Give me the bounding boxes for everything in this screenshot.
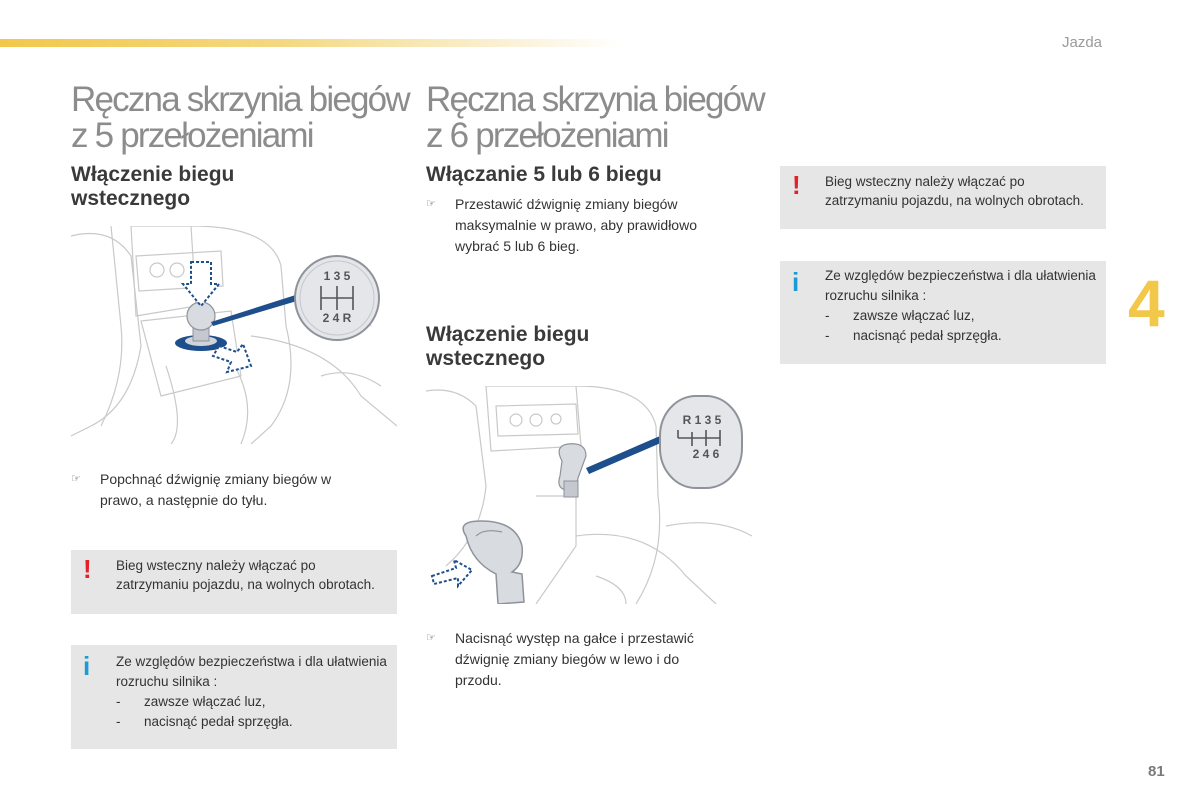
warning-note-5: ! Bieg wsteczny należy włączać po zatrzymaniu pojazdu, na wolnych obrotach. — [71, 550, 397, 614]
info-note-5: i Ze względów bezpieczeństwa i dla ułatwienia rozruchu silnika : - zawsze włączać luz, - nacisnąć pedał sprzęgła. — [71, 645, 397, 749]
info-list-5 — [116, 692, 387, 732]
warning-icon: ! — [792, 170, 801, 200]
warning-icon: ! — [83, 554, 92, 584]
subtitle-reverse-gear-5: Włączenie biegu wstecznego — [71, 163, 235, 210]
gearbox-5-speed-illustration — [71, 226, 397, 444]
subtitle-5-6-gear: Włączanie 5 lub 6 biegu — [426, 163, 662, 186]
page-number: 81 — [1148, 763, 1165, 780]
gear-pattern-bottom-6: 2 4 6 — [692, 447, 720, 461]
page-title-6-speed: Ręczna skrzynia biegów z 6 przełożeniami — [426, 80, 764, 155]
instruction-reverse-6: ☞ Nacisnąć występ na gałce i przestawić dźwignię zmiany biegów w lewo i do przodu. — [426, 630, 694, 688]
header-accent-bar — [0, 39, 620, 47]
gear-pattern-bottom-5: 2 4 R — [322, 311, 352, 325]
pointing-hand-icon: ☞ — [426, 198, 436, 210]
list-item: - zawsze włączać luz, — [116, 694, 266, 709]
info-list-6 — [825, 306, 1096, 346]
warning-note-6: ! Bieg wsteczny należy włączać po zatrzymaniu pojazdu, na wolnych obrotach. — [780, 166, 1106, 229]
section-label: Jazda — [1062, 34, 1103, 51]
info-icon: i — [83, 651, 91, 681]
pointing-hand-icon: ☞ — [71, 473, 81, 485]
list-item: - nacisnąć pedał sprzęgła. — [825, 328, 1002, 343]
instruction-5-6-gear: ☞ Przestawić dźwignię zmiany biegów maksymalnie w prawo, aby prawidłowo wybrać 5 lub 6 bieg. — [426, 196, 697, 254]
info-note-6: i Ze względów bezpieczeństwa i dla ułatwienia rozruchu silnika : - zawsze włączać luz, - nacisnąć pedał sprzęgła. — [780, 261, 1106, 364]
chapter-number: 4 — [1128, 266, 1165, 340]
list-item: - zawsze włączać luz, — [825, 308, 975, 323]
instruction-reverse-5: ☞ Popchnąć dźwignię zmiany biegów w prawo, a następnie do tyłu. — [71, 471, 332, 508]
pointing-hand-icon: ☞ — [426, 632, 436, 644]
gear-pattern-top-5: 1 3 5 — [323, 269, 351, 283]
info-icon: i — [792, 267, 800, 297]
gear-pattern-top-6: R 1 3 5 — [682, 413, 722, 427]
list-item: - nacisnąć pedał sprzęgła. — [116, 714, 293, 729]
page-title-5-speed: Ręczna skrzynia biegów z 5 przełożeniami — [71, 80, 409, 155]
gearbox-6-speed-illustration — [426, 386, 752, 604]
subtitle-reverse-gear-6: Włączenie biegu wstecznego — [426, 323, 590, 370]
